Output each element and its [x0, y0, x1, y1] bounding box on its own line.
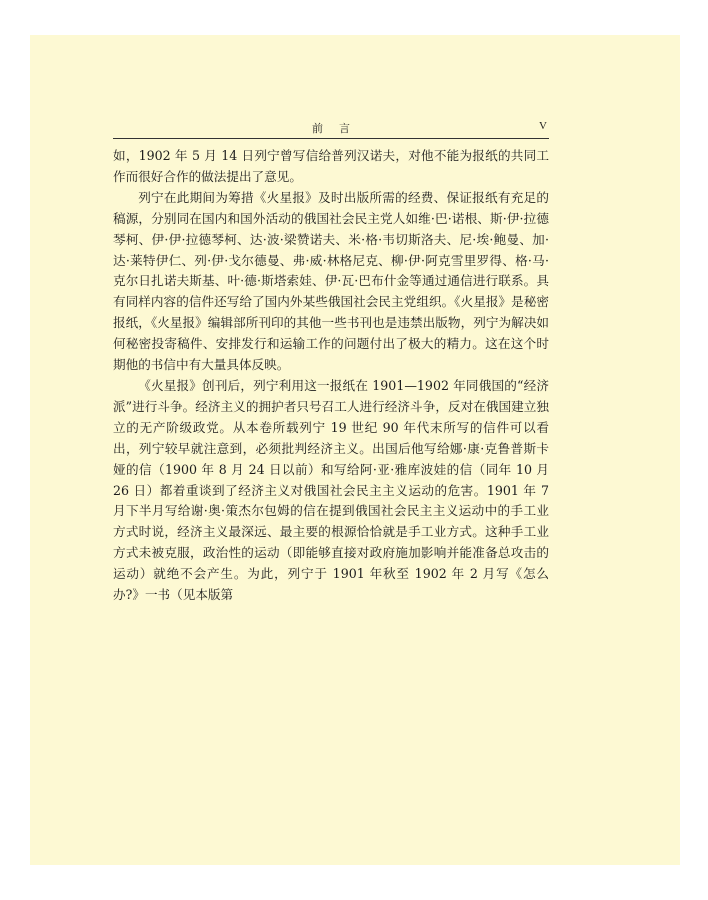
- page-number: V: [539, 120, 547, 132]
- running-header: [113, 118, 549, 139]
- paragraph-funding: 列宁在此期间为筹措《火星报》及时出版所需的经费、保证报纸有充足的稿源，分别同在国内和国外活动的俄国社会民主党人如维·巴·诺根、斯·伊·拉德琴柯、伊·伊·拉德琴柯、达·波·梁赞诺夫、米·格·韦切斯洛夫、尼·埃·鲍曼、加·达·莱特伊仁、列·伊·戈尔德曼、弗·威·林格尼克、柳·伊·阿克雪里罗得、格·马·克尔日扎诺夫斯基、叶·德·斯塔索娃、伊·瓦·巴布什金等通过通信进行联系。具有同样内容的信件还写给了国内外某些俄国社会民主党组织。《火星报》是秘密报纸，《火星报》编辑部所刊印的其他一些书刊也是违禁出版物，列宁为解决如何秘密投寄稿件、安排发行和运输工作的问题付出了极大的精力。这在这个时期他的书信中有大量具体反映。: [113, 189, 549, 373]
- header-title: 前言: [312, 122, 366, 135]
- paragraph-continued: 如，1902 年 5 月 14 日列宁曾写信给普列汉诺夫，对他不能为报纸的共同工作而很好合作的做法提出了意见。: [113, 148, 549, 184]
- page-body: [113, 146, 549, 606]
- paragraph-economism: 《火星报》创刊后，列宁利用这一报纸在 1901—1902 年同俄国的“经济派”进行斗争。经济主义的拥护者只号召工人进行经济斗争，反对在俄国建立独立的无产阶级政党。从本卷所载列宁 19 世纪 90 年代末所写的信件可以看出，列宁较早就注意到，必须批判经济主义。出国后他写给娜·康·克鲁普斯卡娅的信（1900 年 8 月 24 日以前）和写给阿·亚·雅库波娃的信（同年 10 月 26 日）都着重谈到了经济主义对俄国社会民主主义运动的危害。1901 年 7 月下半月写给谢·奥·策杰尔包姆的信在提到俄国社会民主主义运动中的手工业方式时说，经济主义最深远、最主要的根源恰恰就是手工业方式。这种手工业方式未被克服，政治性的运动（即能够直接对政府施加影响并能准备总攻击的运动）就绝不会产生。为此，列宁于 1901 年秋至 1902 年 2 月写《怎么办?》一书（见本版第: [113, 377, 549, 603]
